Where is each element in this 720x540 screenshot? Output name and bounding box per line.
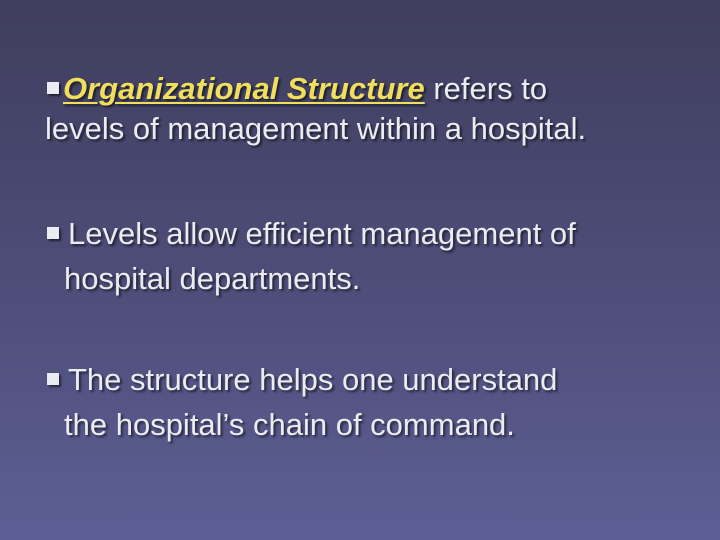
bullet-3-text-line2: the hospital’s chain of command. xyxy=(64,407,515,442)
bullet-3-text-line1: The structure helps one understand xyxy=(68,362,558,397)
bullet-1-text-line2: levels of management within a hospital. xyxy=(45,111,587,146)
bullet-2-text-line1: Levels allow efficient management of xyxy=(68,216,576,251)
square-bullet-icon xyxy=(47,227,59,239)
bullet-1-highlight: Organizational Structure xyxy=(63,71,425,106)
bullet-1-text-line1: refers to xyxy=(424,71,548,106)
square-bullet-icon xyxy=(47,82,59,94)
bullet-2-text-line2: hospital departments. xyxy=(64,261,361,296)
square-bullet-icon xyxy=(47,373,59,385)
